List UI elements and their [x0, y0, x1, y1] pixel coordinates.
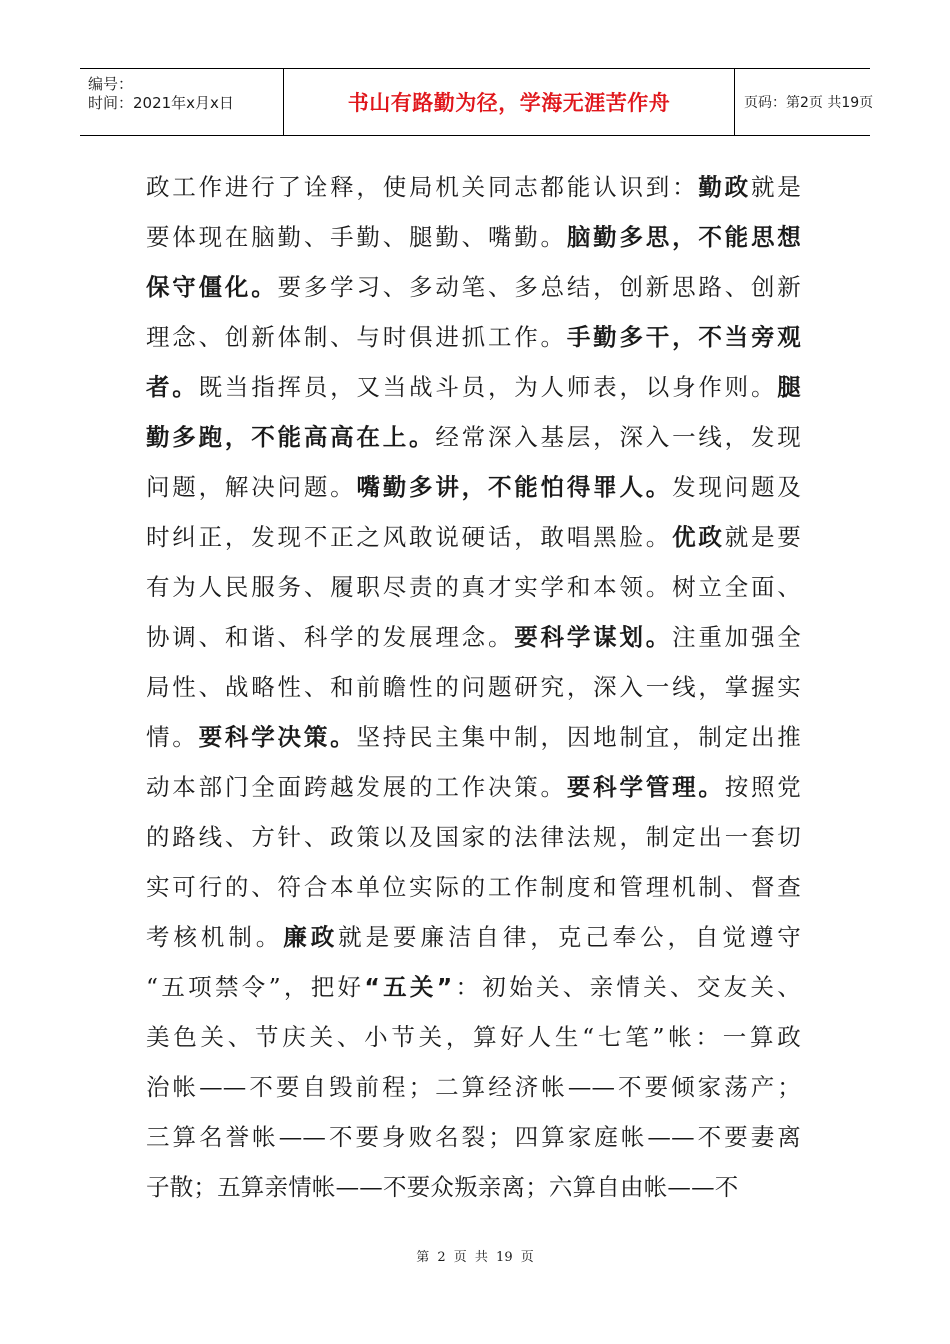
text-line [146, 1162, 801, 1212]
text-line [146, 612, 801, 662]
bold-text-segment: 嘴勤多讲，不能怕得罪人。 [356, 473, 673, 501]
header-motto: 书山有路勤为径，学海无涯苦作舟 [347, 91, 671, 115]
text-line [146, 662, 801, 712]
text-line [146, 1062, 801, 1112]
bold-text-segment: 手勤多干，不当旁观 [566, 323, 801, 351]
text-segment: 发现问题及 [672, 473, 802, 501]
bold-text-segment: 勤多跑，不能高高在上。 [146, 423, 436, 451]
bold-text-segment: 廉政 [283, 923, 339, 951]
text-line [146, 412, 801, 462]
document-time-label: 时间：2021年x月x日 [88, 94, 234, 112]
text-segment: 情。 [146, 723, 199, 751]
text-segment: 既当指挥员，又当战斗员，为人师表，以身作则。 [198, 373, 778, 401]
text-line [146, 862, 801, 912]
text-line [146, 162, 801, 212]
text-line [146, 312, 801, 362]
text-line [146, 212, 801, 262]
text-line [146, 812, 801, 862]
text-segment: “五项禁令”，把好 [146, 973, 365, 1001]
text-segment: 协调、和谐、科学的发展理念。 [146, 623, 515, 651]
bold-text-segment: 脑勤多思，不能思想 [566, 223, 801, 251]
text-segment: 的路线、方针、政策以及国家的法律法规，制定出一套切 [146, 823, 801, 851]
text-segment: 治帐——不要自毁前程；二算经济帐——不要倾家荡产； [146, 1073, 801, 1101]
bold-text-segment: 保守僵化。 [146, 273, 278, 301]
text-segment: 动本部门全面跨越发展的工作决策。 [146, 773, 567, 801]
text-line [146, 962, 801, 1012]
text-line [146, 262, 801, 312]
text-segment: 按照党 [724, 773, 801, 801]
text-segment: 就是要 [724, 523, 801, 551]
bold-text-segment: 要科学决策。 [198, 723, 357, 751]
text-segment: 坚持民主集中制，因地制宜，制定出推 [356, 723, 801, 751]
bold-text-segment: “五关” [364, 973, 453, 1001]
header-motto-cell [283, 69, 735, 135]
page-footer: 第 2 页 共 19 页 [416, 1250, 534, 1265]
text-segment: ：初始关、亲情关、交友关、 [452, 973, 801, 1001]
bold-text-segment: 腿 [777, 373, 801, 401]
text-segment: 就是要廉洁自律，克己奉公，自觉遵守 [338, 923, 802, 951]
bold-text-segment: 要科学管理。 [566, 773, 725, 801]
text-line [146, 1112, 801, 1162]
page-header [80, 68, 874, 136]
text-line [146, 712, 801, 762]
text-segment: 美色关、节庆关、小节关，算好人生“七笔”帐：一算政 [146, 1023, 801, 1051]
text-line [146, 912, 801, 962]
text-line [146, 562, 801, 612]
text-segment: 要体现在脑勤、手勤、腿勤、嘴勤。 [146, 223, 567, 251]
bold-text-segment: 勤政 [698, 173, 751, 201]
bold-text-segment: 优政 [672, 523, 725, 551]
text-segment: 经常深入基层，深入一线，发现 [435, 423, 801, 451]
text-line [146, 762, 801, 812]
text-segment: 考核机制。 [146, 923, 284, 951]
text-segment: 注重加强全 [672, 623, 801, 651]
text-segment: 子散；五算亲情帐——不要众叛亲离；六算自由帐——不 [146, 1173, 739, 1201]
bold-text-segment: 要科学谋划。 [514, 623, 673, 651]
text-segment: 问题，解决问题。 [146, 473, 357, 501]
text-line [146, 362, 801, 412]
header-page-number: 页码：第2页 共19页 [744, 95, 874, 111]
text-segment: 就是 [750, 173, 801, 201]
document-body [146, 162, 801, 1212]
text-segment: 三算名誉帐——不要身败名裂；四算家庭帐——不要妻离 [146, 1123, 801, 1151]
text-segment: 有为人民服务、履职尽责的真才实学和本领。树立全面、 [146, 573, 801, 601]
document-code-label: 编号： [88, 75, 134, 93]
text-segment: 实可行的、符合本单位实际的工作制度和管理机制、督查 [146, 873, 801, 901]
text-segment: 局性、战略性、和前瞻性的问题研究，深入一线，掌握实 [146, 673, 801, 701]
header-info-cell [80, 69, 283, 135]
text-line [146, 1012, 801, 1062]
text-segment: 政工作进行了诠释，使局机关同志都能认识到： [146, 173, 699, 201]
text-line [146, 512, 801, 562]
text-segment: 时纠正，发现不正之风敢说硬话，敢唱黑脸。 [146, 523, 673, 551]
bold-text-segment: 者。 [146, 373, 199, 401]
text-segment: 要多学习、多动笔、多总结，创新思路、创新 [277, 273, 802, 301]
text-line [146, 462, 801, 512]
header-page-cell [735, 69, 874, 135]
text-segment: 理念、创新体制、与时俱进抓工作。 [146, 323, 567, 351]
